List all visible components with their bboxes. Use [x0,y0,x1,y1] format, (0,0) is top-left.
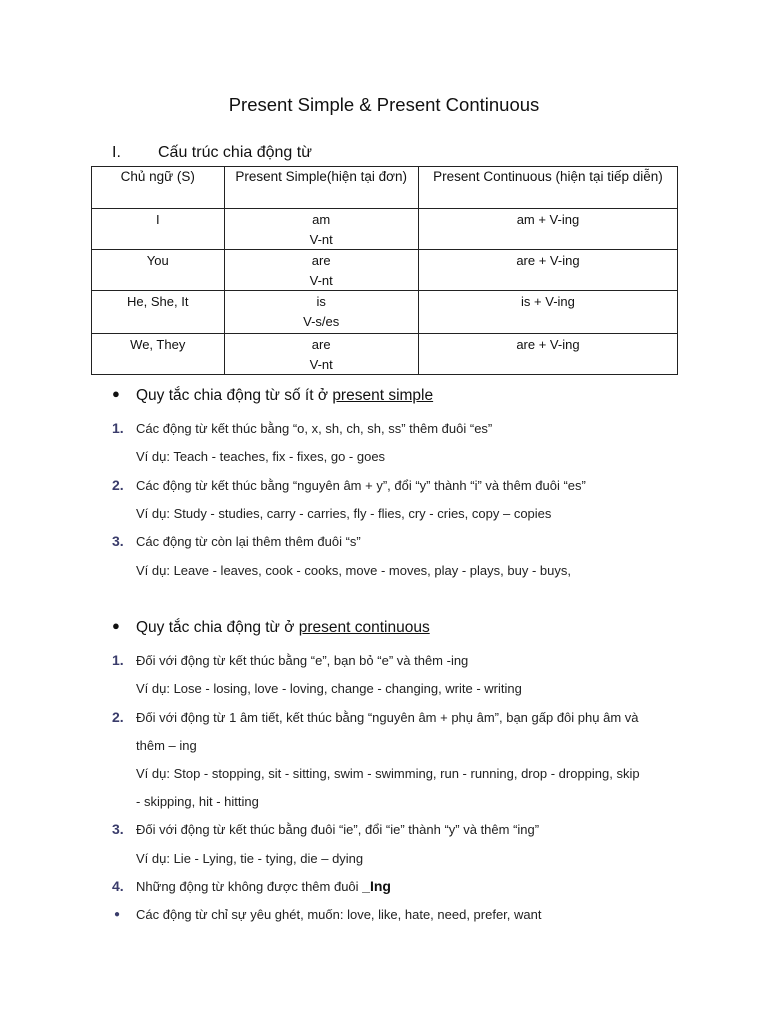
rule-text-plain: Những động từ không được thêm đuôi [136,879,363,894]
table-cell-simple [224,250,418,291]
rule-example: Ví dụ: Lose - losing, love - loving, change - changing, write - writing [136,681,522,696]
table-row [92,291,678,334]
list-number: 3. [112,821,124,837]
table-cell-continuous: is + V-ing [418,291,677,334]
section-heading [112,144,312,162]
bullet-dot: ● [112,618,120,633]
rule-text: Các động từ kết thúc bằng “nguyên âm + y”, đổi “y” thành “i” và thêm đuôi “es” [136,478,586,493]
rule-example: Ví dụ: Lie - Lying, tie - tying, die – dying [136,851,364,866]
table-cell-continuous: are + V-ing [418,250,677,291]
rule-example: Ví dụ: Stop - stopping, sit - sitting, swim - swimming, run - running, drop - dropping, skip [136,766,640,781]
conjugation-table [91,166,678,375]
page-title: Present Simple & Present Continuous [228,94,540,115]
rule-text: Đối với động từ kết thúc bằng “e”, bạn bỏ “e” và thêm -ing [136,653,469,668]
heading-text: Quy tắc chia động từ số ít ở [136,387,333,404]
rule-example: Ví dụ: Leave - leaves, cook - cooks, move - moves, play - plays, buy - buys, [136,563,571,578]
sub-bullet-text: Các động từ chỉ sự yêu ghét, muốn: love, like, hate, need, prefer, want [136,907,542,922]
list-number: 2. [112,477,124,493]
rule-example-continued: - skipping, hit - hitting [136,794,259,809]
simple-form: are [311,337,331,352]
table-cell-subject: We, They [92,334,225,375]
list-number: 3. [112,533,124,549]
heading-underlined-text: present continuous [298,619,430,636]
rule-text: Đối với động từ kết thúc bằng đuôi “ie”, đổi “ie” thành “y” và thêm “ing” [136,822,540,837]
simple-form: is [316,294,326,309]
section-number: I. [112,144,121,161]
table-row [92,334,678,375]
table-row [92,209,678,250]
table-cell-subject: He, She, It [92,291,225,334]
table-cell-continuous: am + V-ing [418,209,677,250]
continuous-rules-heading [112,618,430,637]
rule-text-continued: thêm – ing [136,738,197,753]
simple-rules-heading [112,386,433,405]
simple-form: are [311,253,331,268]
rule-example: Ví dụ: Study - studies, carry - carries, fly - flies, cry - cries, copy – copies [136,506,552,521]
table-cell-simple [224,209,418,250]
sub-bullet-dot: ● [114,909,121,920]
simple-form: am [312,212,331,227]
rule-example: Ví dụ: Teach - teaches, fix - fixes, go - goes [136,449,386,464]
table-header: Chủ ngữ (S) [92,167,225,209]
heading-text: Quy tắc chia động từ ở [136,619,299,636]
bullet-dot: ● [112,386,120,401]
heading-underlined-text: present simple [332,387,434,404]
list-number: 4. [112,878,124,894]
table-cell-simple [224,291,418,334]
table-cell-continuous: are + V-ing [418,334,677,375]
table-cell-subject: I [92,209,225,250]
table-header-row [92,167,678,209]
rule-text: Các động từ kết thúc bằng “o, x, sh, ch, sh, ss” thêm đuôi “es” [136,421,493,436]
rule-text-bold: _Ing [362,878,391,894]
rule-text: Các động từ còn lại thêm thêm đuôi “s” [136,534,361,549]
simple-form: V-nt [309,231,333,247]
section-title: Cấu trúc chia động từ [158,144,312,161]
list-number: 1. [112,420,124,436]
list-number: 1. [112,652,124,668]
rule-text [136,878,391,894]
table-row [92,250,678,291]
table-header: Present Simple(hiện tại đơn) [224,167,418,209]
rule-text: Đối với động từ 1 âm tiết, kết thúc bằng “nguyên âm + phụ âm”, bạn gấp đôi phụ âm và [136,710,639,725]
list-number: 2. [112,709,124,725]
simple-form: V-nt [309,272,333,288]
simple-form: V-s/es [303,313,340,329]
table-header: Present Continuous (hiện tại tiếp diễn) [418,167,677,209]
table-cell-simple [224,334,418,375]
simple-form: V-nt [309,356,333,372]
table-cell-subject: You [92,250,225,291]
